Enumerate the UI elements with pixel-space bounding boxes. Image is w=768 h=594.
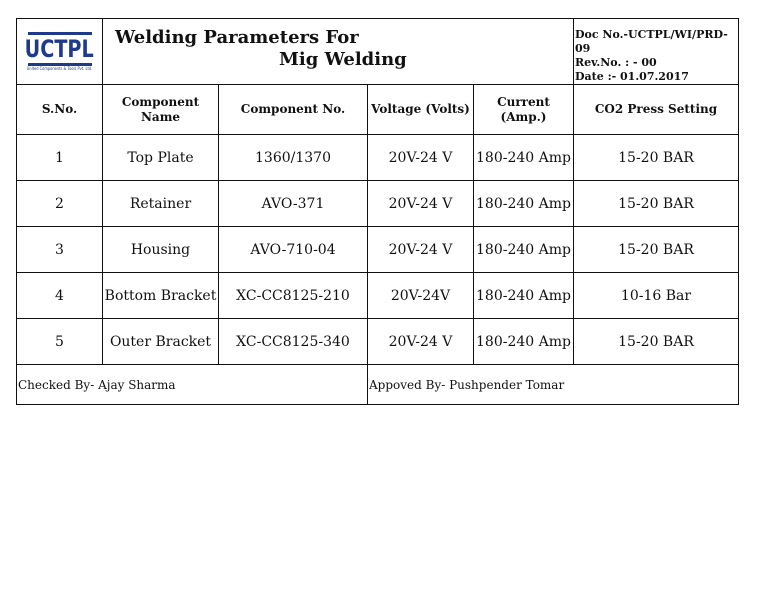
- cell-current: 180-240 Amp: [474, 135, 574, 181]
- column-header-row: [17, 85, 739, 135]
- page-title-line1: Welding Parameters For: [115, 27, 359, 48]
- approved-by-cell: [368, 365, 739, 405]
- cell-sno: 1: [17, 135, 103, 181]
- welding-parameters-table: [16, 18, 739, 405]
- cell-current: 180-240 Amp: [474, 273, 574, 319]
- cell-voltage: 20V-24V: [368, 273, 474, 319]
- cell-component-no: XC-CC8125-210: [219, 273, 368, 319]
- doc-number: Doc No.-UCTPL/WI/PRD-09: [575, 28, 728, 55]
- cell-component-name: Bottom Bracket: [103, 273, 219, 319]
- checked-by: Checked By- Ajay Sharma: [18, 377, 176, 392]
- col-header-co2-press: CO2 Press Setting: [574, 85, 739, 135]
- checked-by-cell: [17, 365, 368, 405]
- cell-co2-press: 15-20 BAR: [574, 135, 739, 181]
- document-date: Date :- 01.07.2017: [575, 70, 689, 83]
- cell-sno: 5: [17, 319, 103, 365]
- cell-current: 180-240 Amp: [474, 319, 574, 365]
- company-logo: [17, 32, 102, 72]
- cell-component-name: Outer Bracket: [103, 319, 219, 365]
- cell-voltage: 20V-24 V: [368, 227, 474, 273]
- table-row: [17, 181, 739, 227]
- col-header-sno: S.No.: [17, 85, 103, 135]
- logo-cell: [17, 19, 103, 85]
- cell-sno: 2: [17, 181, 103, 227]
- cell-component-no: AVO-371: [219, 181, 368, 227]
- cell-component-name: Retainer: [103, 181, 219, 227]
- table-row: [17, 227, 739, 273]
- table-row: [17, 135, 739, 181]
- signature-row: [17, 365, 739, 405]
- cell-component-name: Housing: [103, 227, 219, 273]
- cell-co2-press: 10-16 Bar: [574, 273, 739, 319]
- table-row: [17, 273, 739, 319]
- cell-co2-press: 15-20 BAR: [574, 181, 739, 227]
- table-row: [17, 319, 739, 365]
- approved-by: Appoved By- Pushpender Tomar: [369, 377, 565, 392]
- cell-voltage: 20V-24 V: [368, 181, 474, 227]
- cell-voltage: 20V-24 V: [368, 135, 474, 181]
- col-header-component-name: Component Name: [103, 85, 219, 135]
- title-cell: [103, 19, 574, 85]
- doc-info-cell: [574, 19, 739, 85]
- cell-component-name: Top Plate: [103, 135, 219, 181]
- cell-component-no: XC-CC8125-340: [219, 319, 368, 365]
- cell-sno: 4: [17, 273, 103, 319]
- revision-number: Rev.No. : - 00: [575, 56, 657, 69]
- col-header-component-no: Component No.: [219, 85, 368, 135]
- col-header-current: Current (Amp.): [474, 85, 574, 135]
- cell-co2-press: 15-20 BAR: [574, 227, 739, 273]
- cell-co2-press: 15-20 BAR: [574, 319, 739, 365]
- cell-component-no: AVO-710-04: [219, 227, 368, 273]
- cell-sno: 3: [17, 227, 103, 273]
- cell-component-no: 1360/1370: [219, 135, 368, 181]
- logo-subtext: United Components & Tools Pvt. Ltd.: [26, 65, 93, 71]
- logo-text: UCTPL: [24, 34, 95, 63]
- cell-current: 180-240 Amp: [474, 181, 574, 227]
- col-header-voltage: Voltage (Volts): [368, 85, 474, 135]
- cell-voltage: 20V-24 V: [368, 319, 474, 365]
- page-title-line2: Mig Welding: [279, 49, 407, 70]
- header-row: [17, 19, 739, 85]
- cell-current: 180-240 Amp: [474, 227, 574, 273]
